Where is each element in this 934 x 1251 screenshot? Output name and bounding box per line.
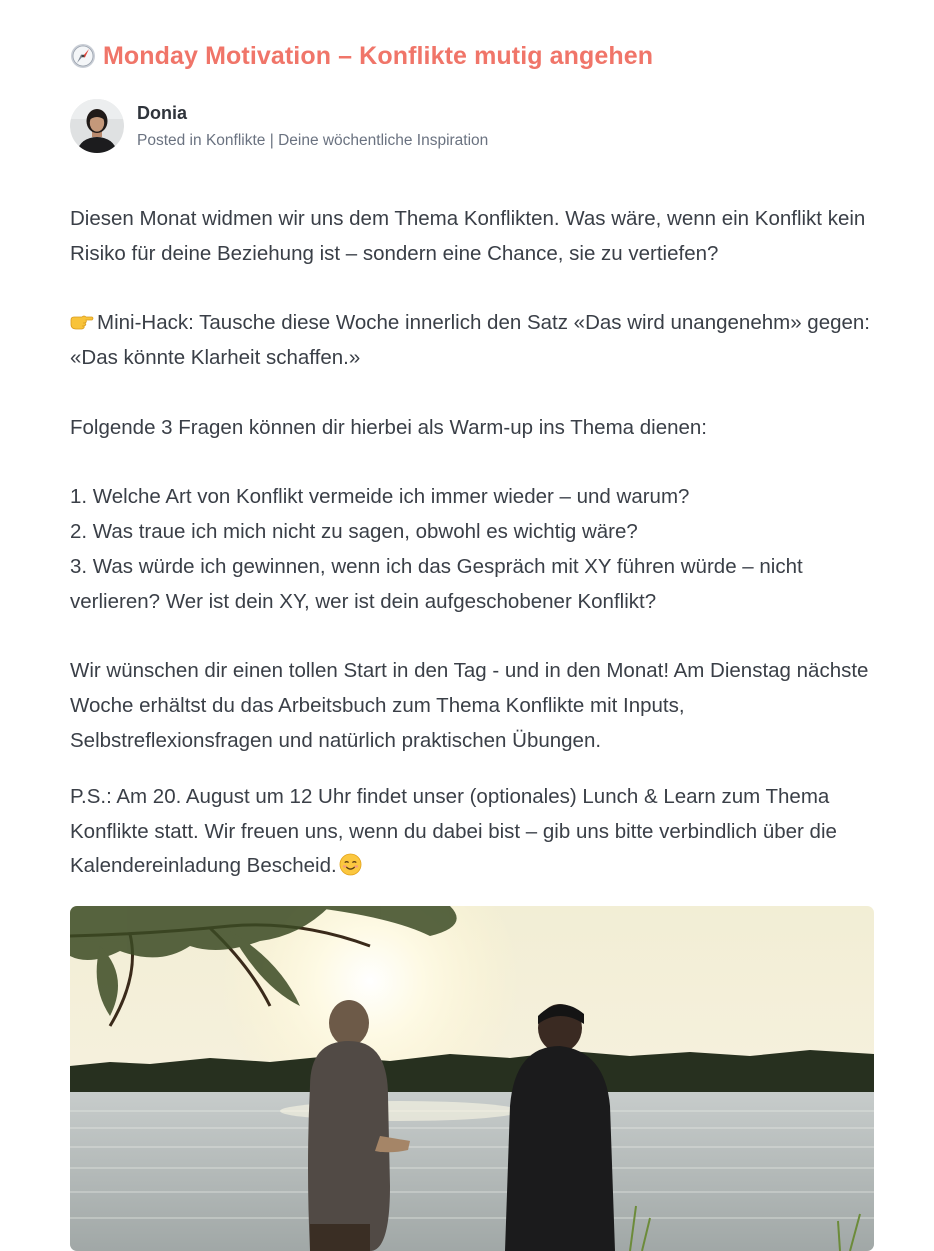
category-link[interactable]: Konflikte (205, 132, 266, 149)
post-image[interactable] (70, 906, 874, 1251)
smiling-face-icon (339, 853, 362, 876)
mini-hack-paragraph (70, 306, 882, 376)
post-category-line (137, 131, 488, 151)
questions-intro: Folgende 3 Fragen können dir hierbei als Warm-up ins Thema dienen: (70, 415, 707, 439)
posted-prefix: Posted in (137, 132, 202, 149)
compass-icon (70, 43, 96, 69)
author-meta (137, 102, 488, 151)
series-link[interactable]: Deine wöchentliche Inspiration (278, 132, 489, 149)
post-header (70, 38, 653, 74)
separator: | (269, 132, 274, 149)
question-item: 1. Welche Art von Konflikt vermeide ich immer wieder – und warum? (70, 485, 690, 509)
pointing-hand-icon (70, 313, 94, 331)
post-body (70, 202, 882, 884)
ps-paragraph (70, 780, 882, 884)
two-people-sitting-by-lake-at-sunset-photo (70, 906, 874, 1251)
author-name[interactable]: Donia (137, 103, 188, 123)
mini-hack-text: Mini-Hack: Tausche diese Woche innerlich den Satz «Das wird unangenehm» gegen: «Das könnte Klarheit schaffen.» (70, 311, 870, 370)
ps-text: P.S.: Am 20. August um 12 Uhr findet unser (optionales) Lunch & Learn zum Thema Konflikte statt. Wir freuen uns, wenn du dabei bist – gib uns bitte verbindlich über die Kalendereinladung Bescheid. (70, 784, 837, 878)
intro-paragraph: Diesen Monat widmen wir uns dem Thema Konflikten. Was wäre, wenn ein Konflikt kein Risiko für deine Beziehung ist – sondern eine Chance, sie zu vertiefen? (70, 207, 866, 265)
avatar[interactable] (70, 99, 124, 153)
author-info (70, 99, 488, 153)
question-item: 2. Was traue ich mich nicht zu sagen, obwohl es wichtig wäre? (70, 520, 638, 544)
post-title[interactable]: Monday Motivation – Konflikte mutig angehen (103, 41, 654, 70)
closing-paragraph: Wir wünschen dir einen tollen Start in den Tag - und in den Monat! Am Dienstag nächste Woche erhältst du das Arbeitsbuch zum Thema Konflikte mit Inputs, Selbstreflexionsfragen und natürlich praktischen Übungen. (70, 659, 869, 752)
question-item: 3. Was würde ich gewinnen, wenn ich das Gespräch mit XY führen würde – nicht verlieren? Wer ist dein XY, wer ist dein aufgeschobener Konflikt? (70, 554, 803, 613)
